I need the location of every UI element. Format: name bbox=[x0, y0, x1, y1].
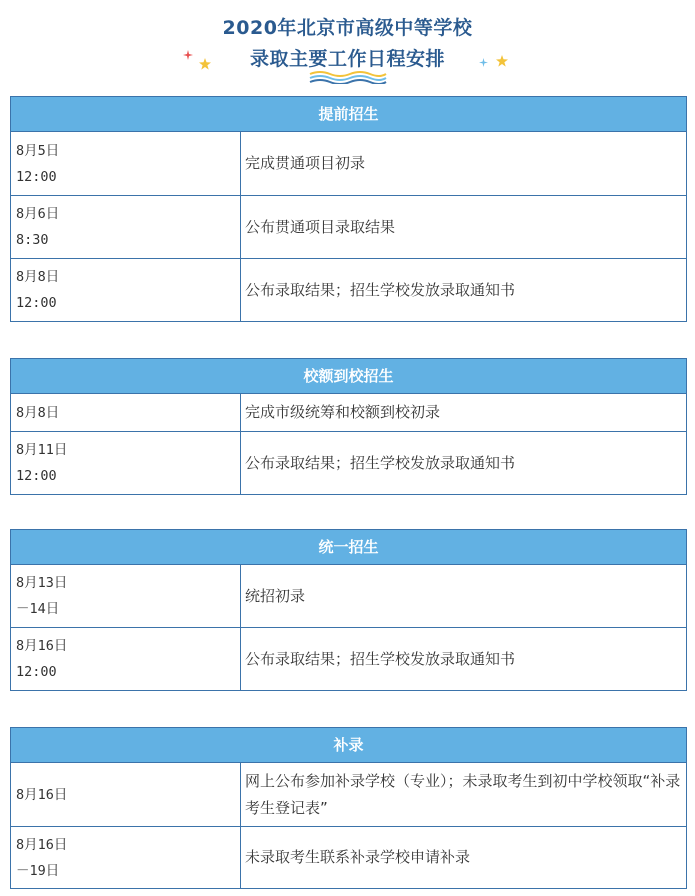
sparkle-red-icon bbox=[183, 50, 193, 60]
time-text: 8:30 bbox=[16, 232, 49, 248]
table-row bbox=[11, 394, 686, 431]
date-cell bbox=[11, 394, 241, 431]
star-yellow-icon bbox=[199, 58, 211, 70]
sparkle-blue-icon bbox=[479, 58, 488, 67]
description-cell: 公布录取结果；招生学校发放录取通知书 bbox=[245, 649, 516, 668]
date-text: 8月5日 bbox=[16, 142, 60, 159]
date-text: 8月6日 bbox=[16, 206, 60, 222]
date-text: 8月11日 bbox=[16, 442, 68, 458]
date-cell bbox=[11, 628, 241, 690]
description-cell: 公布录取结果；招生学校发放录取通知书 bbox=[245, 280, 516, 299]
date-range-text: －14日 bbox=[16, 601, 60, 617]
section-unified-admission bbox=[10, 529, 687, 691]
date-range-text: －19日 bbox=[16, 862, 60, 879]
time-text: 12:00 bbox=[16, 468, 57, 484]
date-cell bbox=[11, 132, 241, 195]
section-header: 提前招生 bbox=[11, 97, 686, 132]
description-cell: 未录取考生联系补录学校申请补录 bbox=[245, 848, 471, 866]
date-text: 8月8日 bbox=[16, 269, 60, 285]
description-cell: 完成市级统筹和校额到校初录 bbox=[245, 403, 441, 421]
description-cell: 公布录取结果；招生学校发放录取通知书 bbox=[245, 453, 516, 472]
date-cell bbox=[11, 259, 241, 321]
section-header: 校额到校招生 bbox=[11, 359, 686, 394]
date-text: 8月13日 bbox=[16, 575, 68, 591]
star-yellow-right-icon bbox=[496, 55, 508, 67]
page-title-line-1: 2020年北京市高级中等学校 bbox=[222, 17, 473, 39]
section-early-admission bbox=[10, 96, 687, 322]
time-text: 12:00 bbox=[16, 168, 57, 185]
date-cell bbox=[11, 763, 241, 826]
date-cell bbox=[11, 827, 241, 888]
table-row bbox=[11, 627, 686, 690]
table-row bbox=[11, 431, 686, 494]
date-cell bbox=[11, 196, 241, 258]
table-row bbox=[11, 195, 686, 258]
header bbox=[0, 0, 695, 92]
time-text: 12:00 bbox=[16, 295, 57, 311]
date-cell bbox=[11, 432, 241, 494]
date-cell bbox=[11, 565, 241, 627]
section-supplementary-admission bbox=[10, 727, 687, 889]
table-row bbox=[11, 763, 686, 826]
wave-decoration-icon bbox=[308, 70, 388, 84]
table-row bbox=[11, 258, 686, 321]
date-text: 8月16日 bbox=[16, 638, 68, 654]
table-row bbox=[11, 565, 686, 627]
page-title-line-2: 录取主要工作日程安排 bbox=[249, 48, 445, 70]
table-row bbox=[11, 132, 686, 195]
date-text: 8月8日 bbox=[16, 404, 60, 421]
description-cell: 公布贯通项目录取结果 bbox=[245, 217, 396, 236]
description-cell: 统招初录 bbox=[245, 586, 306, 605]
time-text: 12:00 bbox=[16, 664, 57, 680]
section-header: 统一招生 bbox=[11, 530, 686, 565]
date-text: 8月16日 bbox=[16, 836, 68, 853]
section-quota-admission bbox=[10, 358, 687, 495]
date-text: 8月16日 bbox=[16, 786, 68, 803]
description-cell: 网上公布参加补录学校（专业）；未录取考生到初中学校领取“补录考生登记表” bbox=[245, 771, 681, 817]
description-cell: 完成贯通项目初录 bbox=[245, 154, 366, 172]
table-row bbox=[11, 826, 686, 888]
section-header: 补录 bbox=[11, 728, 686, 763]
